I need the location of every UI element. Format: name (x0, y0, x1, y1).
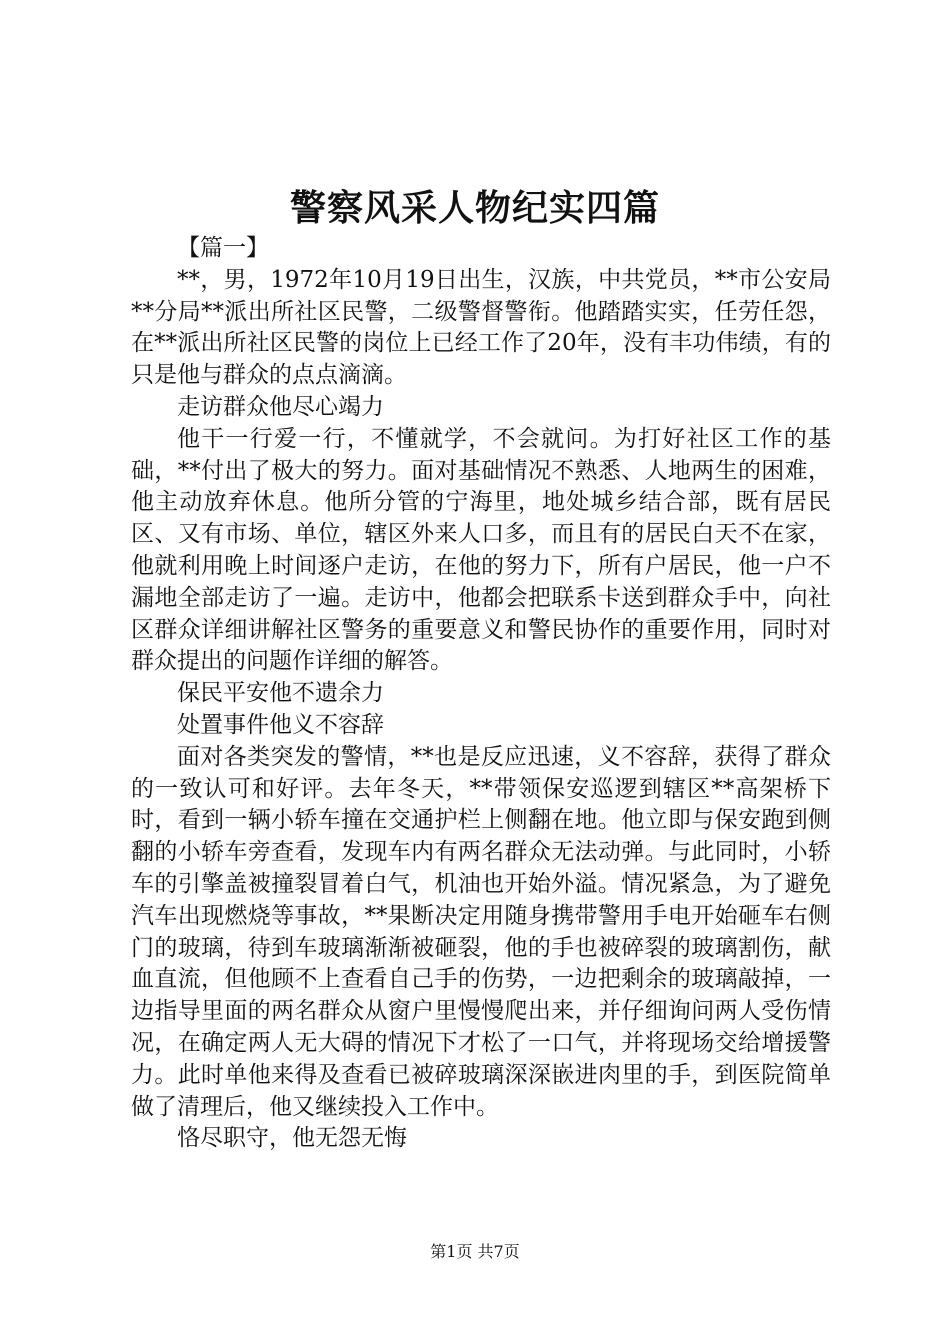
subheading-safety: 保民平安他不遗余力 (177, 680, 384, 707)
subheading-incidents: 处置事件他义不容辞 (177, 711, 384, 738)
paragraph-visits: 他干一行爱一行，不懂就学，不会就问。为打好社区工作的基础，**付出了极大的努力。面对基础情况不熟悉、人地两生的困难，他主动放弃休息。他所分管的宁海里，地处城乡结合部，既有居民区、又有市场、单位，辖区外来人口多，而且有的居民白天不在家，他就利用晚上时间逐户走访，在他的努力下，所有户居民，他一户不漏地全部走访了一遍。走访中，他都会把联系卡送到群众手中，向社区群众详细讲解社区警务的重要意义和警民协作的重要作用，同时对群众提出的问题作详细的解答。 (131, 425, 831, 675)
document-title: 警察风采人物纪实四篇 (289, 187, 660, 229)
page-footer: 第1页 共7页 (430, 1242, 520, 1261)
subheading-duty: 恪尽职守，他无怨无悔 (177, 1125, 407, 1152)
paragraph-intro: **，男，1972年10月19日出生，汉族，中共党员，**市公安局**分局**派出所社区民警，二级警督警衔。他踏踏实实，任劳任怨，在**派出所社区民警的岗位上已经工作了20年，没有丰功伟绩，有的只是他与群众的点点滴滴。 (131, 266, 831, 389)
paragraph-incidents: 面对各类突发的警情，**也是反应迅速，义不容辞，获得了群众的一致认可和好评。去年冬天，**带领保安巡逻到辖区**高架桥下时，看到一辆小轿车撞在交通护栏上侧翻在地。他立即与保安跑到侧翻的小轿车旁查看，发现车内有两名群众无法动弹。与此同时，小轿车的引擎盖被撞裂冒着白气，机油也开始外溢。情况紧急，为了避免汽车出现燃烧等事故，**果断决定用随身携带警用手电开始砸车右侧门的玻璃，待到车玻璃渐渐被砸裂，他的手也被碎裂的玻璃割伤，献血直流，但他顾不上查看自己手的伤势，一边把剩余的玻璃敲掉，一边指导里面的两名群众从窗户里慢慢爬出来，并仔细询问两人受伤情况，在确定两人无大碍的情况下才松了一口气，并将现场交给增援警力。此时单他来得及查看已被碎玻璃深深嵌进肉里的手，到医院简单做了清理后，他又继续投入工作中。 (131, 743, 831, 1120)
subheading-visits: 走访群众他尽心竭力 (177, 393, 384, 420)
section-heading: 【篇一】 (177, 235, 269, 261)
document-body (131, 233, 831, 1155)
